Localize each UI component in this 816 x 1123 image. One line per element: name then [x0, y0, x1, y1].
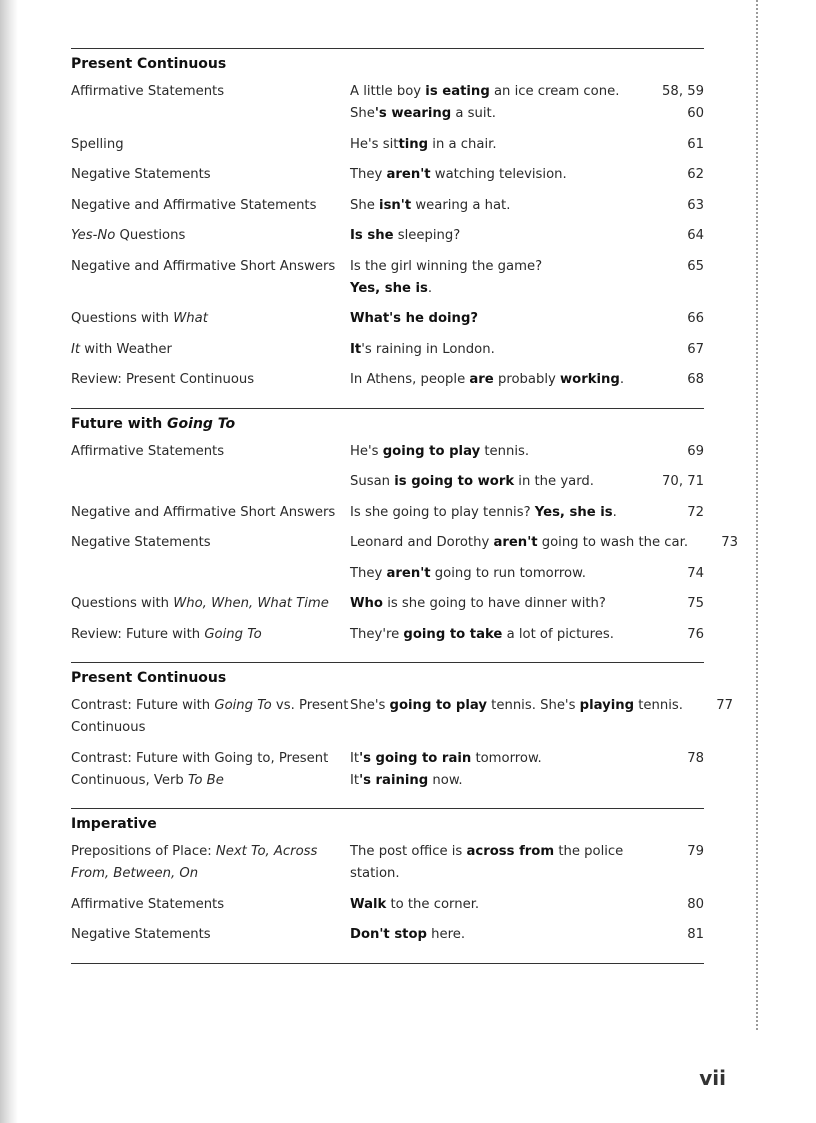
grammar-topic: [71, 308, 350, 330]
text-run: Susan: [350, 474, 395, 489]
toc-entry: [71, 369, 704, 391]
example-column: [350, 841, 704, 885]
page-reference: 62: [687, 167, 704, 182]
text-run: She's: [350, 698, 390, 713]
bold-text: Is she: [350, 228, 394, 243]
text-run: In Athens, people: [350, 372, 470, 387]
text-run: She: [350, 106, 375, 121]
example-line: [350, 502, 704, 524]
bold-text: aren't: [493, 535, 538, 550]
grammar-topic: [71, 593, 350, 615]
text-run: It: [350, 772, 360, 788]
toc-entry: [71, 195, 704, 217]
example-line: [350, 278, 704, 300]
example-column: [350, 624, 704, 646]
example-sentence: [350, 770, 654, 792]
example-line: [350, 369, 704, 391]
section-title: Imperative: [71, 816, 157, 832]
example-line: [350, 894, 704, 916]
text-run: Affirmative Statements: [71, 896, 225, 912]
example-line: [350, 924, 704, 946]
grammar-topic: [71, 225, 350, 247]
example-column: [350, 195, 704, 217]
example-line: [350, 563, 704, 585]
text-run: .: [427, 280, 433, 296]
table-of-contents: [71, 48, 739, 964]
bold-text: ting: [398, 136, 429, 152]
grammar-topic: [71, 841, 350, 885]
text-run: Questions with: [71, 311, 174, 326]
example-line: [350, 339, 704, 361]
text-run: tennis.: [480, 443, 530, 459]
example-sentence: [350, 256, 654, 278]
text-run: Negative Statements: [71, 535, 211, 550]
page-reference: 64: [687, 228, 704, 243]
text-run: Negative Statements: [71, 167, 211, 182]
text-run: It: [350, 750, 360, 766]
grammar-topic: [71, 624, 350, 646]
text-run: now.: [428, 772, 463, 788]
example-line: [350, 164, 704, 186]
text-run: Questions: [115, 228, 186, 243]
section-title: Present Continuous: [71, 670, 227, 686]
text-run: Review: Present Continuous: [71, 372, 255, 387]
italic-text: Next To, Across From, Between, On: [71, 844, 318, 881]
page-reference: 78: [687, 750, 704, 766]
bold-text: is eating: [425, 84, 490, 99]
grammar-topic: [71, 502, 350, 524]
page-reference: [654, 770, 704, 792]
bold-text: working: [560, 372, 620, 387]
section-title: [71, 415, 704, 433]
page-reference: 72: [687, 504, 704, 520]
text-run: an ice cream cone.: [489, 84, 620, 99]
example-line: [350, 103, 704, 125]
text-run: in the yard.: [514, 474, 594, 489]
text-run: They're: [350, 626, 404, 642]
page-reference: [654, 278, 704, 300]
page-reference: 77: [716, 698, 733, 713]
bold-text: Walk: [350, 896, 387, 912]
example-line: [350, 593, 704, 615]
example-line: [350, 624, 704, 646]
text-run: Affirmative Statements: [71, 84, 225, 99]
example-sentence: [350, 532, 688, 554]
toc-entry: [71, 471, 704, 493]
example-line: [350, 256, 704, 278]
text-run: .: [619, 372, 625, 387]
text-run: in a chair.: [428, 136, 497, 152]
example-sentence: [350, 924, 654, 946]
toc-entry: [71, 134, 704, 156]
example-sentence: [350, 563, 654, 585]
grammar-topic: [71, 563, 350, 585]
example-sentence: [350, 593, 654, 615]
example-line: [350, 134, 704, 156]
text-run: A little boy: [350, 84, 426, 99]
text-run: tomorrow.: [471, 750, 542, 766]
page-reference: 67: [687, 341, 704, 357]
bold-text: Who: [350, 596, 383, 611]
text-run: They: [350, 167, 387, 182]
italic-text: Yes-No: [71, 228, 116, 243]
example-sentence: [350, 441, 654, 463]
text-run: Contrast: Future with: [71, 698, 215, 713]
example-sentence: [350, 624, 654, 646]
grammar-topic: [71, 134, 350, 156]
text-run: tennis.: [634, 698, 683, 713]
grammar-topic: [71, 195, 350, 217]
example-line: [350, 532, 738, 554]
toc-entry: [71, 563, 704, 585]
example-sentence: [350, 278, 654, 300]
page-reference: 70, 71: [662, 474, 704, 489]
example-line: [350, 695, 733, 717]
example-line: [350, 195, 704, 217]
example-column: [350, 532, 738, 554]
toc-entry: [71, 441, 704, 463]
page-gutter-shadow: [0, 0, 18, 1123]
bold-text: going to play: [382, 443, 481, 459]
example-sentence: [350, 225, 654, 247]
text-run: going to wash the car.: [537, 535, 689, 550]
text-run: tennis. She's: [486, 698, 580, 713]
example-sentence: [350, 695, 683, 717]
toc-entry: [71, 308, 704, 330]
text-run: with Weather: [80, 341, 172, 357]
text-run: Contrast: Future with Going to, Present Continuous, Verb: [71, 750, 329, 788]
text-run: Future with: [71, 415, 168, 432]
example-line: [350, 441, 704, 463]
example-column: [350, 502, 704, 524]
text-run: to the corner.: [386, 896, 480, 912]
bold-text: Yes, she is: [350, 280, 428, 296]
page-reference: 61: [687, 136, 704, 152]
page-reference: 80: [687, 896, 704, 912]
text-run: She: [350, 197, 380, 213]
example-column: [350, 256, 704, 300]
bold-text: going to play: [389, 698, 487, 713]
example-sentence: [350, 471, 654, 493]
toc-section: [71, 408, 739, 663]
italic-text: Going To: [204, 626, 262, 642]
grammar-topic: [71, 532, 350, 554]
page-reference: 68: [687, 372, 704, 387]
text-run: He's: [350, 443, 383, 459]
page-reference: 73: [721, 535, 739, 550]
toc-entry: [71, 81, 704, 125]
example-sentence: [350, 894, 654, 916]
text-run: going to run tomorrow.: [430, 565, 586, 581]
example-column: [350, 471, 704, 493]
toc-entry: [71, 748, 704, 792]
grammar-topic: [71, 256, 350, 300]
text-run: Negative Statements: [71, 927, 211, 942]
bold-text: 's wearing: [374, 106, 452, 121]
italic-text: To Be: [187, 772, 224, 788]
example-column: [350, 81, 704, 125]
grammar-topic: [71, 164, 350, 186]
example-sentence: [350, 164, 654, 186]
text-run: is she going to have dinner with?: [383, 596, 606, 611]
page-number: vii: [699, 1066, 726, 1090]
toc-entry: [71, 256, 704, 300]
grammar-topic: [71, 748, 350, 792]
example-sentence: [350, 339, 654, 361]
italic-text: Going To: [167, 415, 236, 432]
italic-text: It: [71, 341, 81, 357]
text-run: the police station.: [350, 844, 624, 881]
text-run: The post office is: [350, 844, 467, 859]
example-sentence: [350, 81, 654, 103]
text-run: here.: [426, 927, 466, 942]
example-column: [350, 164, 704, 186]
toc-entry: [71, 841, 704, 885]
text-run: Review: Future with: [71, 626, 205, 642]
italic-text: Going To: [214, 698, 272, 713]
example-column: [350, 924, 704, 946]
example-column: [350, 225, 704, 247]
example-column: [350, 563, 704, 585]
text-run: Negative and Affirmative Short Answers: [71, 504, 336, 520]
grammar-topic: [71, 894, 350, 916]
toc-section: [71, 662, 733, 808]
page-reference: 75: [687, 596, 704, 611]
example-column: [350, 441, 704, 463]
example-column: [350, 593, 704, 615]
example-line: [350, 308, 704, 330]
bold-text: across from: [466, 844, 555, 859]
page-reference: 60: [687, 106, 704, 121]
toc-entry: [71, 502, 704, 524]
text-run: Spelling: [71, 136, 124, 152]
grammar-topic: [71, 924, 350, 946]
text-run: Negative and Affirmative Statements: [71, 197, 317, 213]
example-sentence: [350, 841, 654, 885]
perforation-edge: [756, 0, 758, 1030]
grammar-topic: [71, 695, 350, 739]
text-run: watching television.: [430, 167, 567, 182]
toc-entry: [71, 924, 704, 946]
page-reference: 79: [687, 844, 704, 859]
bold-text: playing: [579, 698, 635, 713]
text-run: Affirmative Statements: [71, 443, 225, 459]
text-run: Prepositions of Place:: [71, 844, 216, 859]
bold-text: aren't: [386, 167, 431, 182]
italic-text: Who, When, What Time: [173, 596, 329, 611]
page-reference: 76: [687, 626, 704, 642]
text-run: vs. Present Continuous: [71, 698, 349, 735]
bold-text: aren't: [386, 565, 431, 581]
page-reference: 65: [687, 258, 704, 274]
text-run: Negative and Affirmative Short Answers: [71, 258, 336, 274]
bold-text: is going to work: [394, 474, 515, 489]
bold-text: It: [350, 341, 362, 357]
toc-section: [71, 808, 704, 964]
example-sentence: [350, 308, 654, 330]
example-column: [350, 339, 704, 361]
example-sentence: [350, 369, 654, 391]
text-run: They: [350, 565, 387, 581]
text-run: a lot of pictures.: [502, 626, 614, 642]
toc-entry: [71, 225, 704, 247]
example-sentence: [350, 502, 654, 524]
italic-text: What: [173, 311, 208, 326]
toc-entry: [71, 593, 704, 615]
toc-entry: [71, 164, 704, 186]
text-run: probably: [493, 372, 560, 387]
example-line: [350, 770, 704, 792]
section-title: Present Continuous: [71, 56, 227, 72]
example-column: [350, 308, 704, 330]
example-line: [350, 841, 704, 885]
bold-text: 's going to rain: [359, 750, 472, 766]
example-column: [350, 894, 704, 916]
example-line: [350, 471, 704, 493]
bold-text: What's he doing?: [350, 311, 479, 326]
text-run: wearing a hat.: [411, 197, 511, 213]
text-run: Questions with: [71, 596, 174, 611]
example-column: [350, 695, 733, 739]
bold-text: 's raining: [359, 772, 429, 788]
bold-text: Don't stop: [350, 927, 427, 942]
text-run: a suit.: [451, 106, 496, 121]
page-reference: 74: [687, 565, 704, 581]
grammar-topic: [71, 81, 350, 125]
bold-text: Yes, she is: [534, 504, 613, 520]
text-run: Is the girl winning the game?: [350, 258, 543, 274]
page-reference: 58, 59: [662, 84, 704, 99]
example-sentence: [350, 103, 654, 125]
grammar-topic: [71, 339, 350, 361]
text-run: Is she going to play tennis?: [350, 504, 535, 520]
example-line: [350, 81, 704, 103]
text-run: sleeping?: [393, 228, 461, 243]
toc-entry: [71, 624, 704, 646]
example-column: [350, 748, 704, 792]
grammar-topic: [71, 369, 350, 391]
example-line: [350, 225, 704, 247]
grammar-topic: [71, 471, 350, 493]
toc-entry: [71, 894, 704, 916]
toc-entry: [71, 339, 704, 361]
page-reference: 63: [687, 197, 704, 213]
example-column: [350, 369, 704, 391]
example-sentence: [350, 748, 654, 770]
toc-entry: [71, 532, 739, 554]
example-line: [350, 748, 704, 770]
toc-entry: [71, 695, 733, 739]
text-run: Leonard and Dorothy: [350, 535, 494, 550]
example-sentence: [350, 195, 654, 217]
bold-text: isn't: [379, 197, 412, 213]
example-column: [350, 134, 704, 156]
bold-text: going to take: [403, 626, 503, 642]
text-run: He's sit: [350, 136, 399, 152]
grammar-topic: [71, 441, 350, 463]
page-reference: 69: [687, 443, 704, 459]
text-run: .: [612, 504, 617, 520]
page-reference: 66: [687, 311, 704, 326]
toc-section: [71, 48, 704, 408]
example-sentence: [350, 134, 654, 156]
bold-text: are: [469, 372, 494, 387]
page-reference: 81: [687, 927, 704, 942]
text-run: 's raining in London.: [361, 341, 495, 357]
